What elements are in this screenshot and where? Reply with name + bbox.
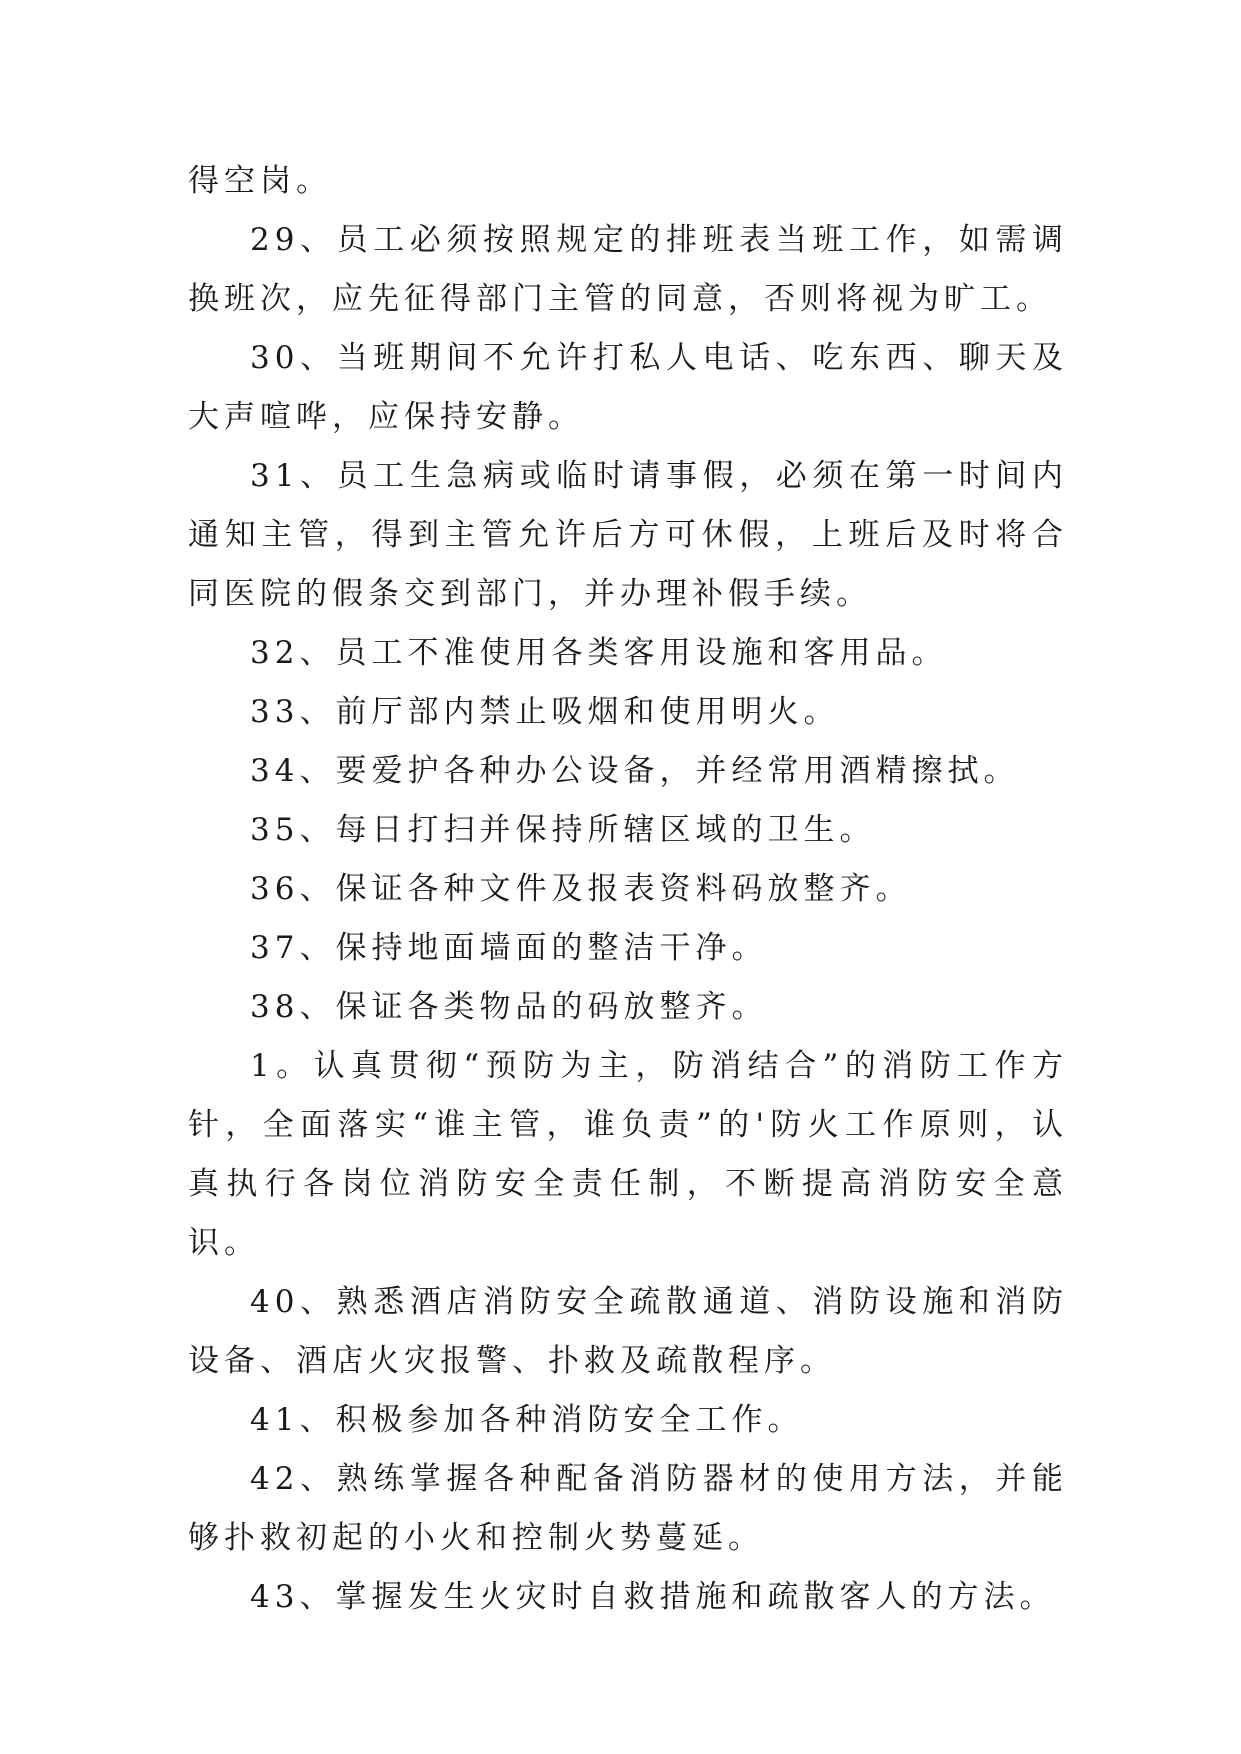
paragraph-29: 29、员工必须按照规定的排班表当班工作，如需调换班次，应先征得部门主管的同意，否则将视为旷工。 — [188, 222, 1068, 317]
paragraph-30: 30、当班期间不允许打私人电话、吃东西、聊天及大声喧哗，应保持安静。 — [188, 340, 1068, 435]
paragraph-36: 36、保证各种文件及报表资料码放整齐。 — [250, 871, 912, 907]
paragraph-43: 43、掌握发生火灾时自救措施和疏散客人的方法。 — [250, 1579, 1056, 1615]
paragraph-41: 41、积极参加各种消防安全工作。 — [250, 1402, 804, 1438]
document-body — [188, 152, 1068, 1627]
paragraph-34: 34、要爱护各种办公设备，并经常用酒精擦拭。 — [250, 753, 1020, 789]
paragraph-31: 31、员工生急病或临时请事假，必须在第一时间内通知主管，得到主管允许后方可休假，上班后及时将合同医院的假条交到部门，并办理补假手续。 — [188, 458, 1068, 612]
paragraph-38: 38、保证各类物品的码放整齐。 — [250, 989, 768, 1025]
paragraph-continuation: 得空岗。 — [188, 163, 332, 199]
paragraph-32: 32、员工不准使用各类客用设施和客用品。 — [250, 635, 948, 671]
paragraph-37: 37、保持地面墙面的整洁干净。 — [250, 930, 768, 966]
paragraph-40: 40、熟悉酒店消防安全疏散通道、消防设施和消防设备、酒店火灾报警、扑救及疏散程序。 — [188, 1284, 1068, 1379]
paragraph-33: 33、前厅部内禁止吸烟和使用明火。 — [250, 694, 840, 730]
paragraph-42: 42、熟练掌握各种配备消防器材的使用方法，并能够扑救初起的小火和控制火势蔓延。 — [188, 1461, 1068, 1556]
paragraph-35: 35、每日打扫并保持所辖区域的卫生。 — [250, 812, 876, 848]
paragraph-1-fire-policy: 1。认真贯彻“预防为主，防消结合”的消防工作方针，全面落实“谁主管，谁负责”的'防火工作原则，认真执行各岗位消防安全责任制，不断提高消防安全意识。 — [188, 1048, 1068, 1261]
